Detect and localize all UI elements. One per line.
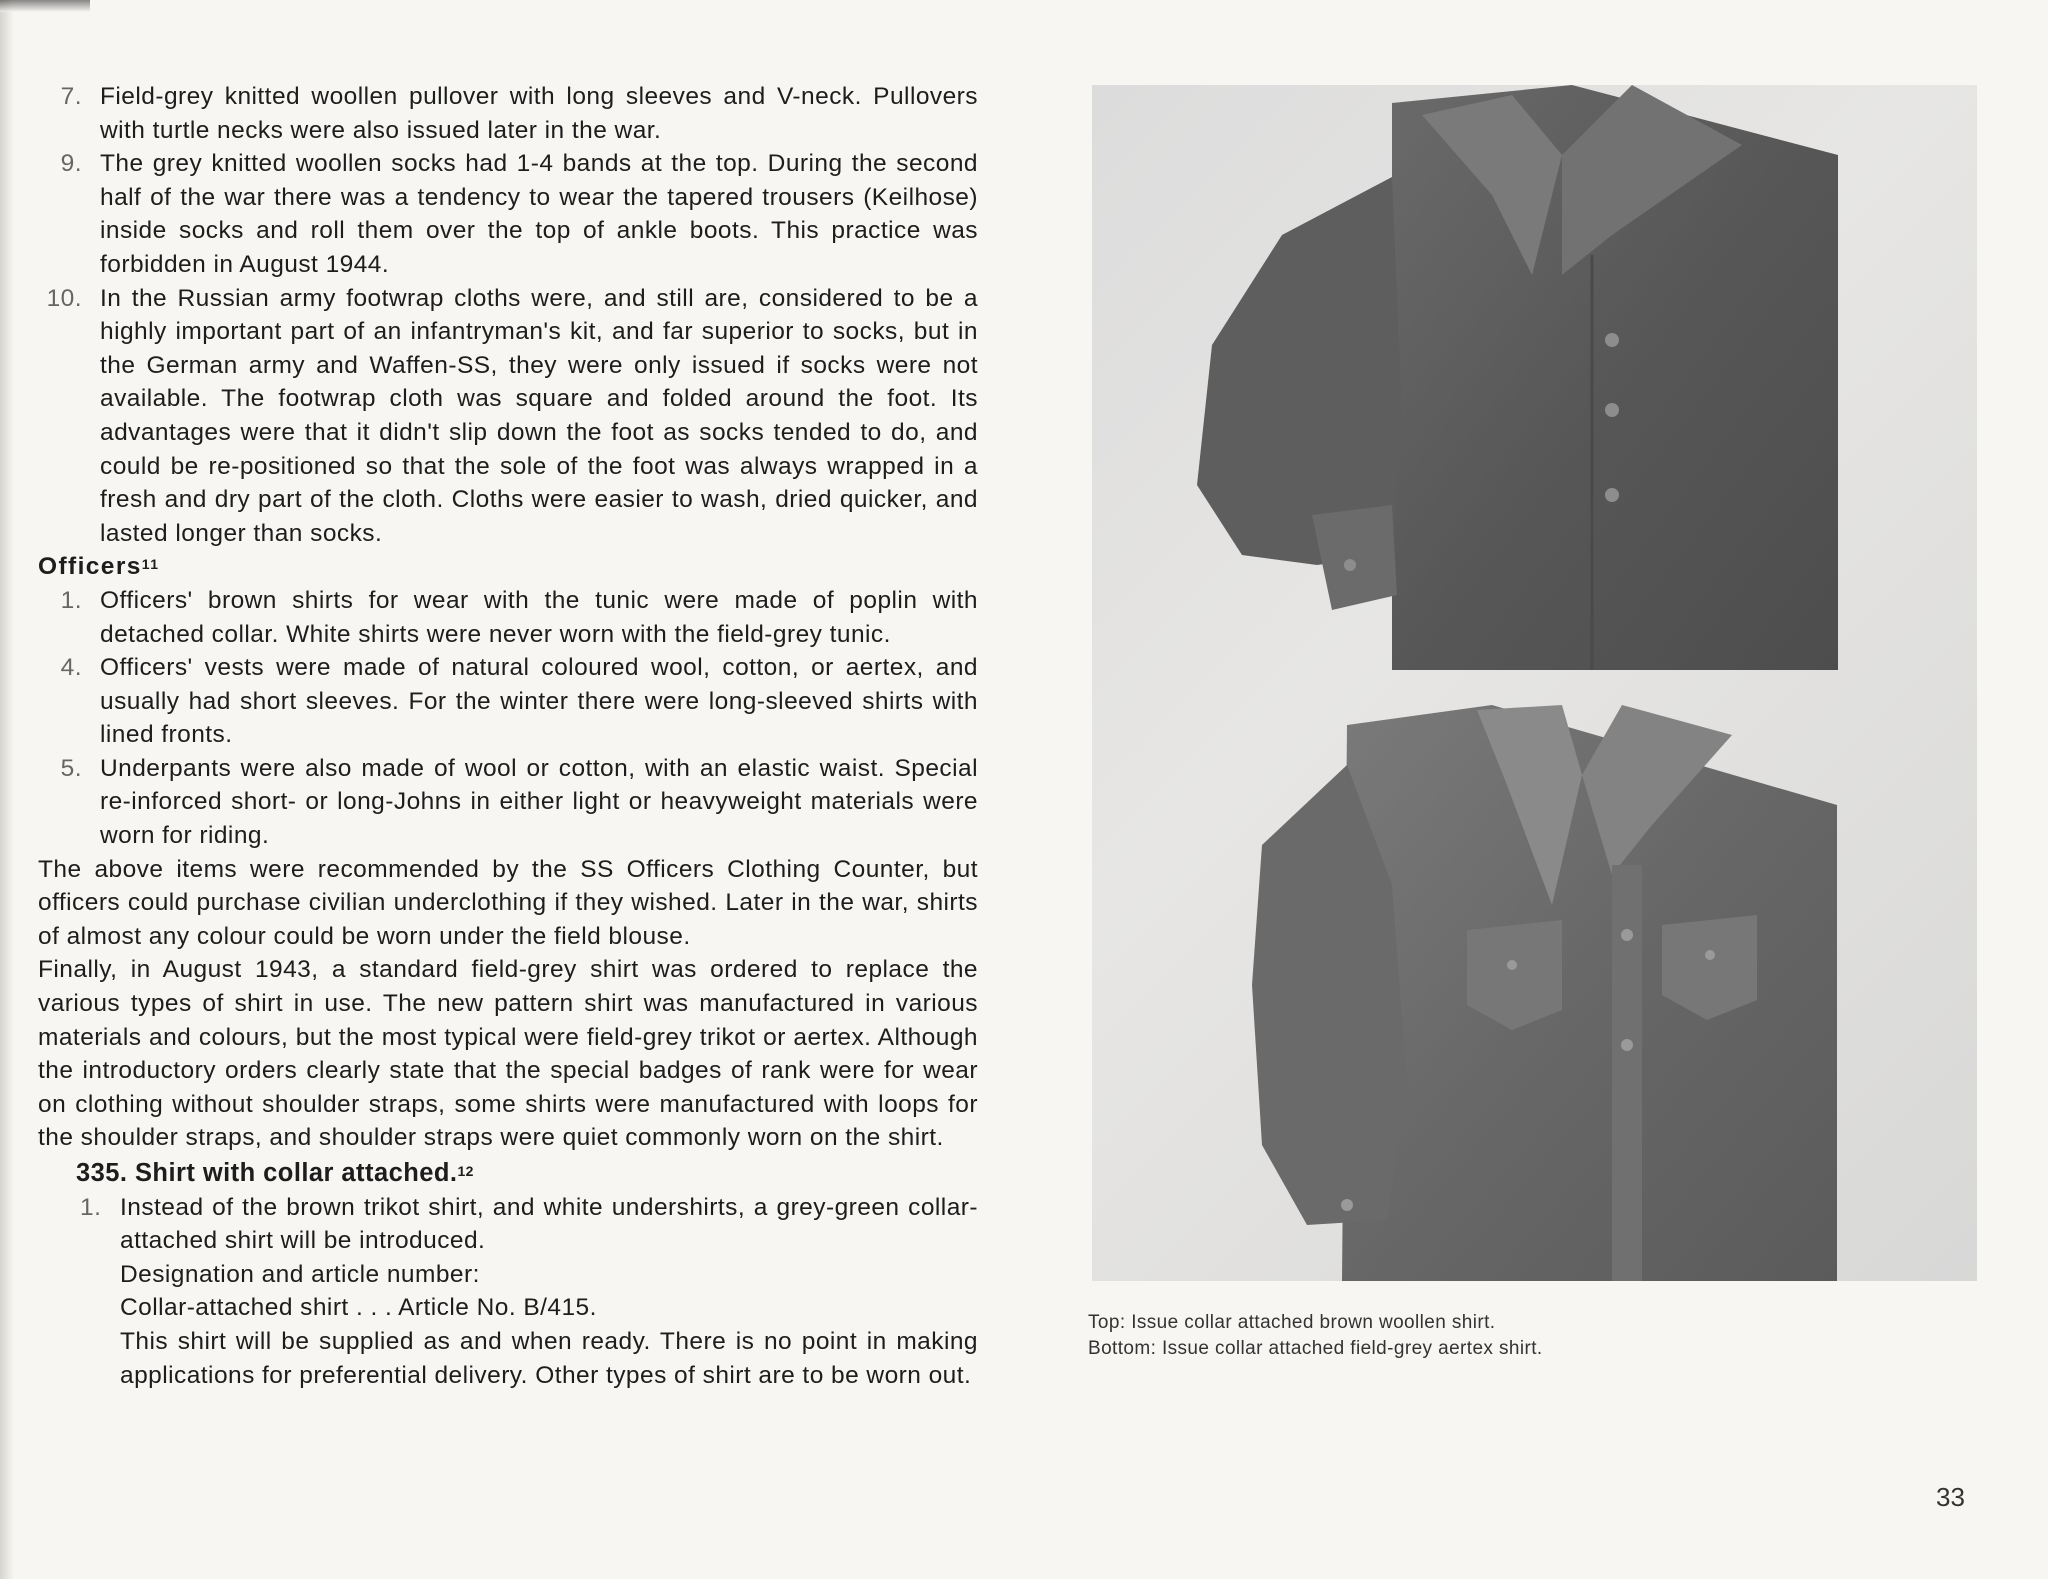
paragraph-standard-shirt: Finally, in August 1943, a standard field-grey shirt was ordered to replace the various types of shirt in use. The new pattern shirt was manufactured in various materials and colours, but the most typical were field-grey trikot or aertex. Although the introductory orders clearly state that the special badges of rank were for wear on clothing without shoulder straps, some shirts were manufactured with loops for the shoulder straps, and shoulder straps were quiet commonly worn on the shirt. bbox=[38, 956, 978, 1152]
officer-item-4 bbox=[38, 651, 978, 752]
list-text: In the Russian army footwrap cloths were, and still are, considered to be a highly important part of an infantryman's kit, and far superior to socks, but in the German army and Waffen-SS, they were only issued if socks were not available. The footwrap cloth was square and folded around the foot. Its advantages were that it didn't slip down the foot as socks tended to do, and could be re-positioned so that the sole of the foot was always wrapped in a fresh and dry part of the cloth. Cloths were easier to wash, dried quicker, and lasted longer than socks. bbox=[100, 284, 978, 547]
footnote-ref-12: 12 bbox=[457, 1163, 474, 1179]
list-item-9 bbox=[38, 147, 978, 281]
officers-heading-text: Officers bbox=[38, 553, 142, 581]
officers-heading bbox=[38, 550, 978, 584]
photo-caption bbox=[1088, 1310, 1988, 1362]
list-number: 10. bbox=[46, 284, 82, 312]
list-text: Field-grey knitted woollen pullover with long sleeves and V-neck. Pullovers with turtle necks were also issued later in the war. bbox=[100, 83, 978, 144]
footnote-ref-11: 11 bbox=[141, 556, 160, 573]
order-designation-line: Designation and article number: bbox=[120, 1260, 480, 1288]
shirts-photo-illustration bbox=[1092, 85, 1977, 1281]
list-number: 7. bbox=[60, 83, 82, 110]
list-text: The grey knitted woollen socks had 1-4 bands at the top. During the second half of the war there was a tendency to wear the tapered trousers (Keilhose) inside socks and roll them over the top of ankle boots. This practice was forbidden in August 1944. bbox=[100, 150, 978, 278]
order-supply-line: This shirt will be supplied as and when ready. There is no point in making applications for preferential delivery. Other types of shirt are to be worn out. bbox=[120, 1327, 978, 1389]
list-text: Officers' vests were made of natural coloured wool, cotton, or aertex, and usually had short sleeves. For the winter there were long-sleeved shirts with lined fronts. bbox=[100, 654, 978, 749]
order-heading-text: 335. Shirt with collar attached. bbox=[76, 1159, 458, 1187]
order-item-1 bbox=[80, 1191, 978, 1258]
text-column bbox=[38, 80, 978, 1392]
list-number: 9. bbox=[60, 150, 82, 178]
list-item-7 bbox=[38, 80, 978, 147]
page-edge-shadow bbox=[0, 0, 14, 1579]
list-text: Underpants were also made of wool or cotton, with an elastic waist. Special re-inforced short- or long-Johns in either light or heavyweight materials were worn for riding. bbox=[100, 754, 978, 850]
list-text: Officers' brown shirts for wear with the tunic were made of poplin with detached collar. White shirts were never worn with the field-grey tunic. bbox=[100, 586, 978, 648]
list-text: Instead of the brown trikot shirt, and white undershirts, a grey-green collar-attached shirt will be introduced. bbox=[120, 1193, 978, 1255]
caption-top: Top: Issue collar attached brown woollen shirt. bbox=[1088, 1312, 1496, 1333]
top-shirt-image bbox=[1197, 85, 1838, 670]
list-number: 1. bbox=[80, 1193, 102, 1221]
list-number: 4. bbox=[60, 654, 82, 682]
page-number: 33 bbox=[1936, 1482, 1965, 1512]
paragraph-clothing-counter: The above items were recommended by the SS Officers Clothing Counter, but officers could purchase civilian underclothing if they wished. Later in the war, shirts of almost any colour could be worn under the field blouse. bbox=[38, 855, 978, 950]
list-number: 1. bbox=[60, 586, 82, 614]
officer-item-5 bbox=[38, 752, 978, 853]
list-item-10 bbox=[38, 282, 978, 551]
order-heading bbox=[38, 1157, 978, 1191]
bottom-shirt-image bbox=[1252, 705, 1837, 1281]
shirts-photograph bbox=[1092, 85, 1977, 1281]
officer-item-1 bbox=[38, 584, 978, 651]
order-article-line: Collar-attached shirt . . . Article No. B/415. bbox=[120, 1294, 597, 1322]
list-number: 5. bbox=[60, 754, 82, 782]
caption-bottom: Bottom: Issue collar attached field-grey aertex shirt. bbox=[1088, 1338, 1543, 1359]
page-corner-mark bbox=[0, 0, 90, 12]
order-text bbox=[38, 1191, 978, 1258]
